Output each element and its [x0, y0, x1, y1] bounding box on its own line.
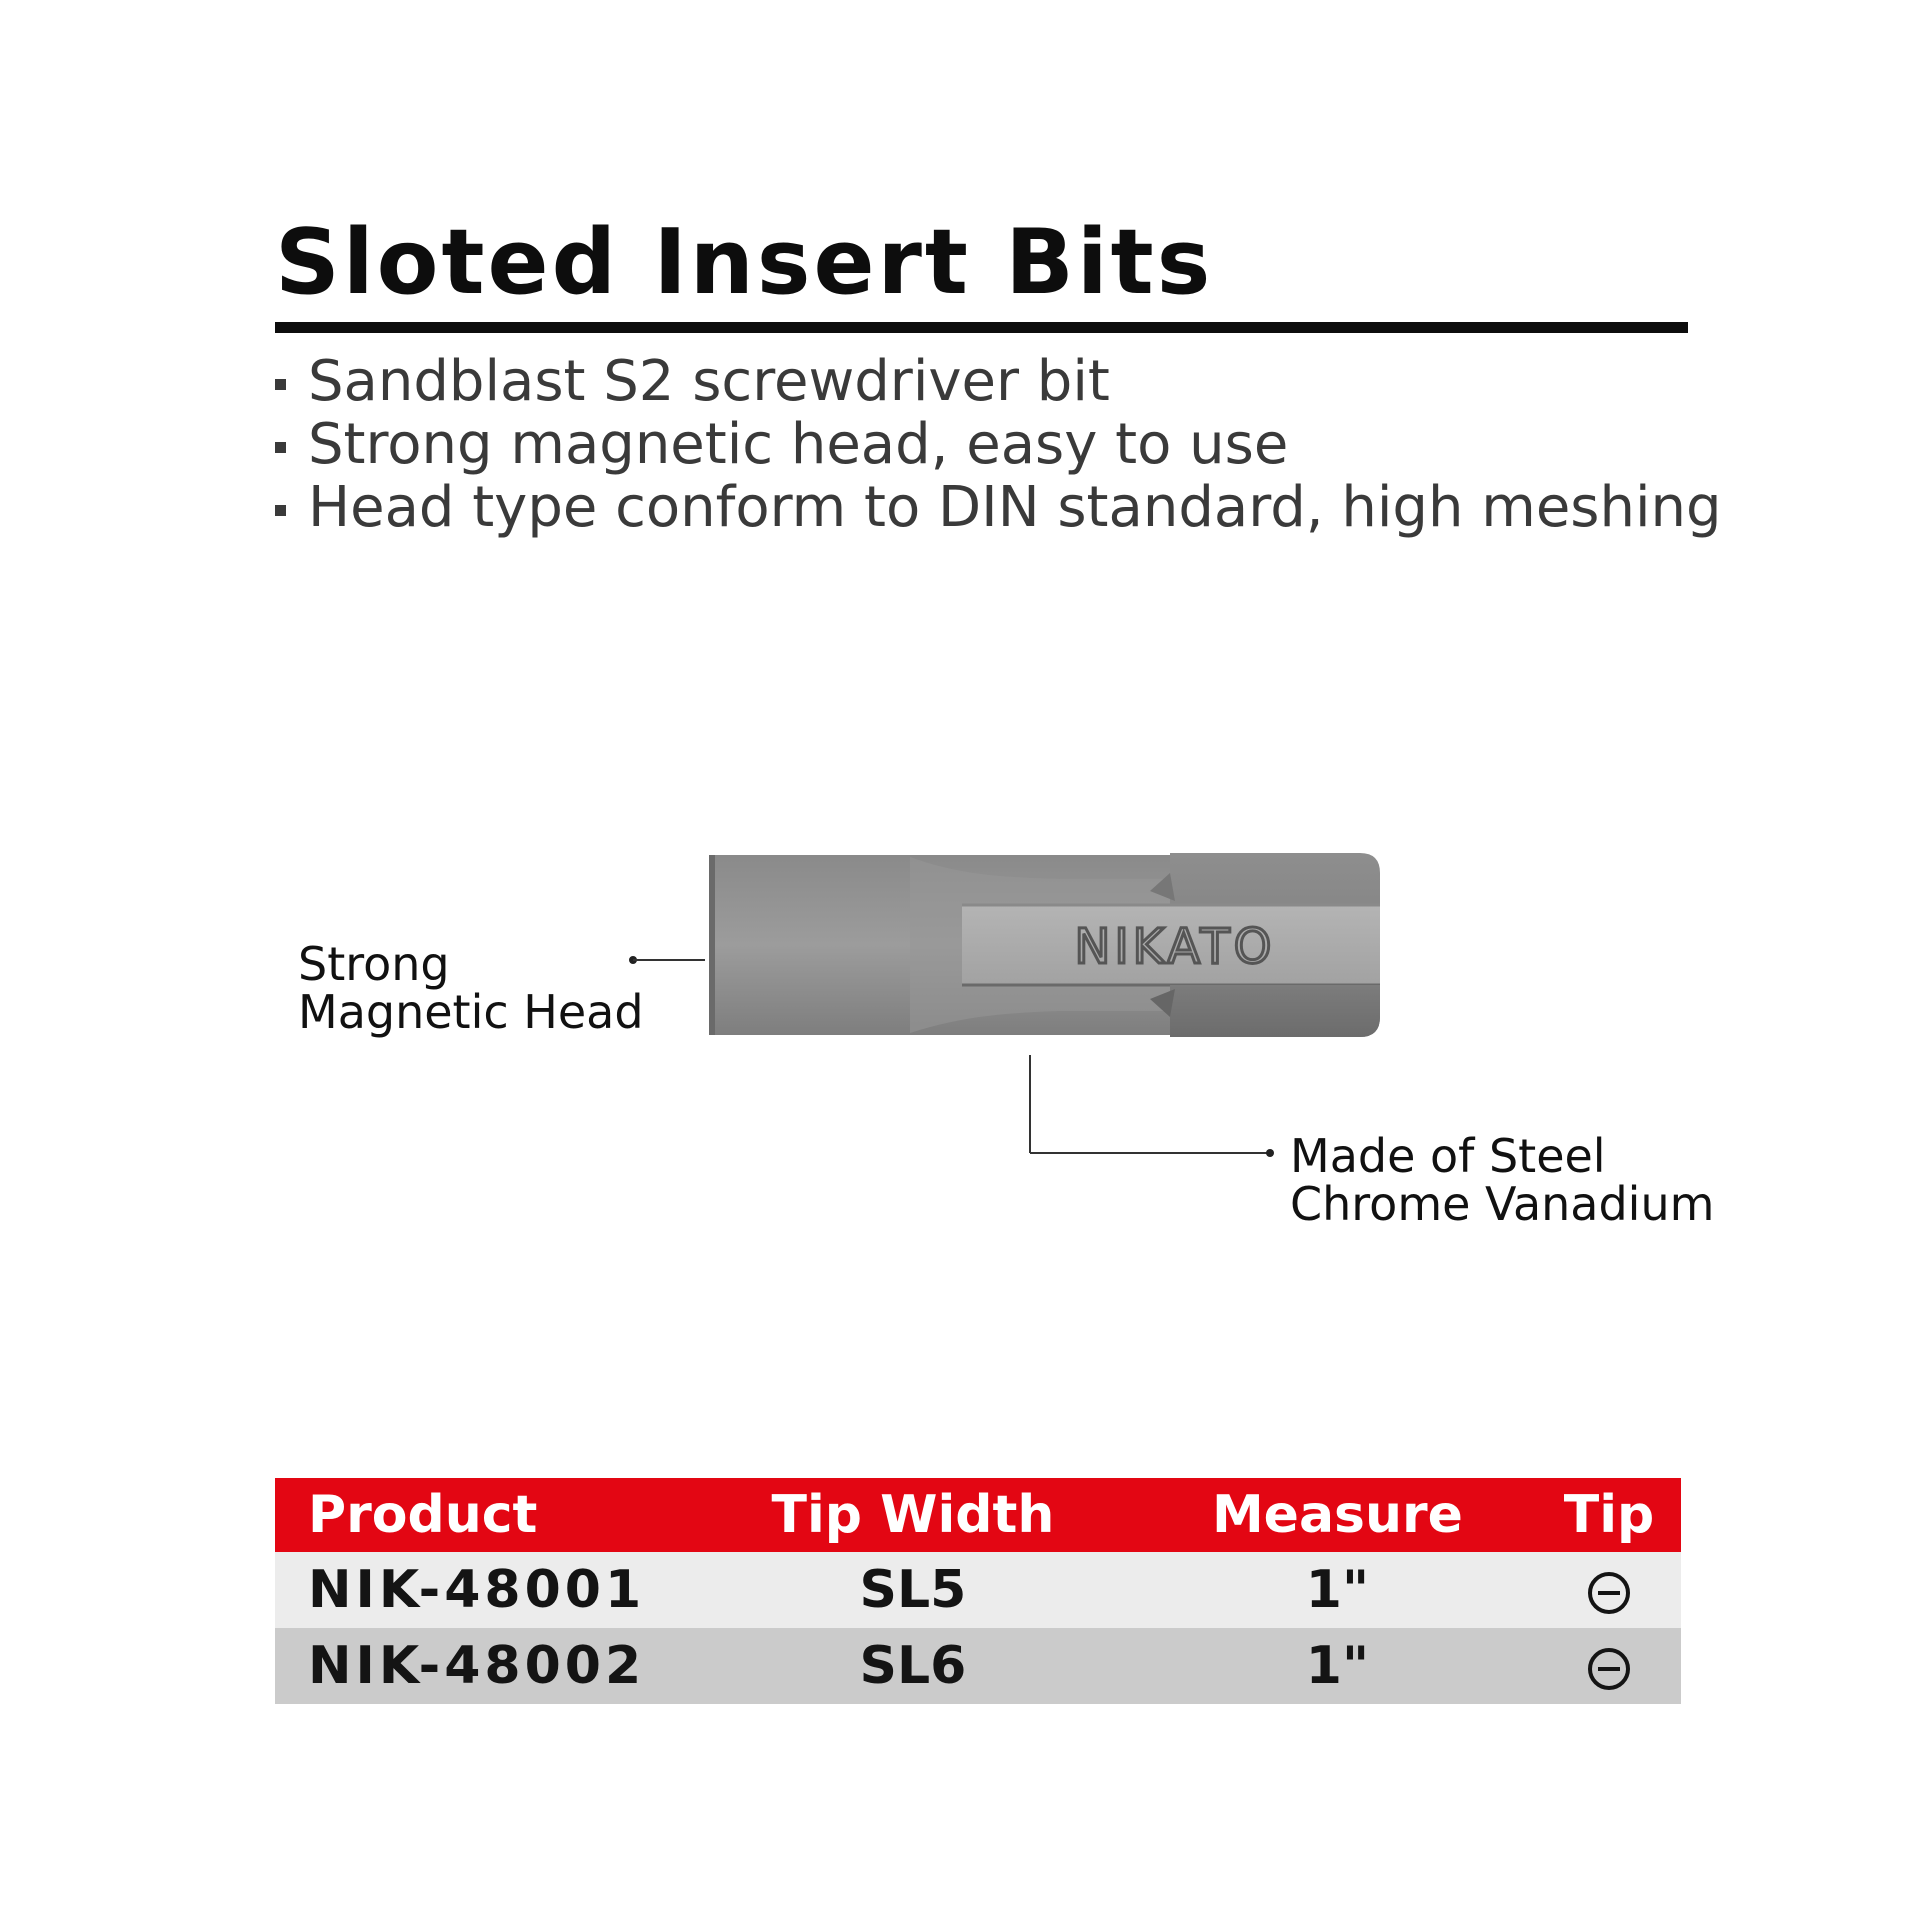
slotted-tip-icon — [1588, 1572, 1630, 1614]
spec-table — [275, 1478, 1681, 1704]
header-tip-width: Tip Width — [688, 1478, 1138, 1552]
callout-material — [1290, 1129, 1715, 1231]
cell-tip-width: SL5 — [688, 1552, 1138, 1628]
table-row — [275, 1552, 1681, 1628]
page-title: Sloted Insert Bits — [275, 210, 1214, 315]
header-tip: Tip — [1537, 1478, 1681, 1552]
feature-text: Strong magnetic head, easy to use — [308, 412, 1289, 477]
callout-text: Made of Steel — [1290, 1129, 1606, 1183]
callout-text: Chrome Vanadium — [1290, 1177, 1715, 1231]
cell-product: NIK-48001 — [275, 1552, 688, 1628]
table-row — [275, 1628, 1681, 1704]
slotted-tip-icon — [1588, 1648, 1630, 1690]
callout-text: Strong — [298, 937, 450, 991]
callout-magnetic-head — [298, 937, 644, 1039]
callout-text: Magnetic Head — [298, 985, 644, 1039]
cell-tip — [1537, 1552, 1681, 1628]
cell-measure: 1" — [1138, 1552, 1537, 1628]
feature-text: Head type conform to DIN standard, high meshing — [308, 475, 1722, 540]
cell-measure: 1" — [1138, 1628, 1537, 1704]
header-product: Product — [275, 1478, 688, 1552]
brand-logo-text: NIKATO — [1074, 919, 1276, 975]
table-header-row — [275, 1478, 1681, 1552]
cell-product: NIK-48002 — [275, 1628, 688, 1704]
header-measure: Measure — [1138, 1478, 1537, 1552]
cell-tip-width: SL6 — [688, 1628, 1138, 1704]
feature-text: Sandblast S2 screwdriver bit — [308, 349, 1110, 414]
cell-tip — [1537, 1628, 1681, 1704]
